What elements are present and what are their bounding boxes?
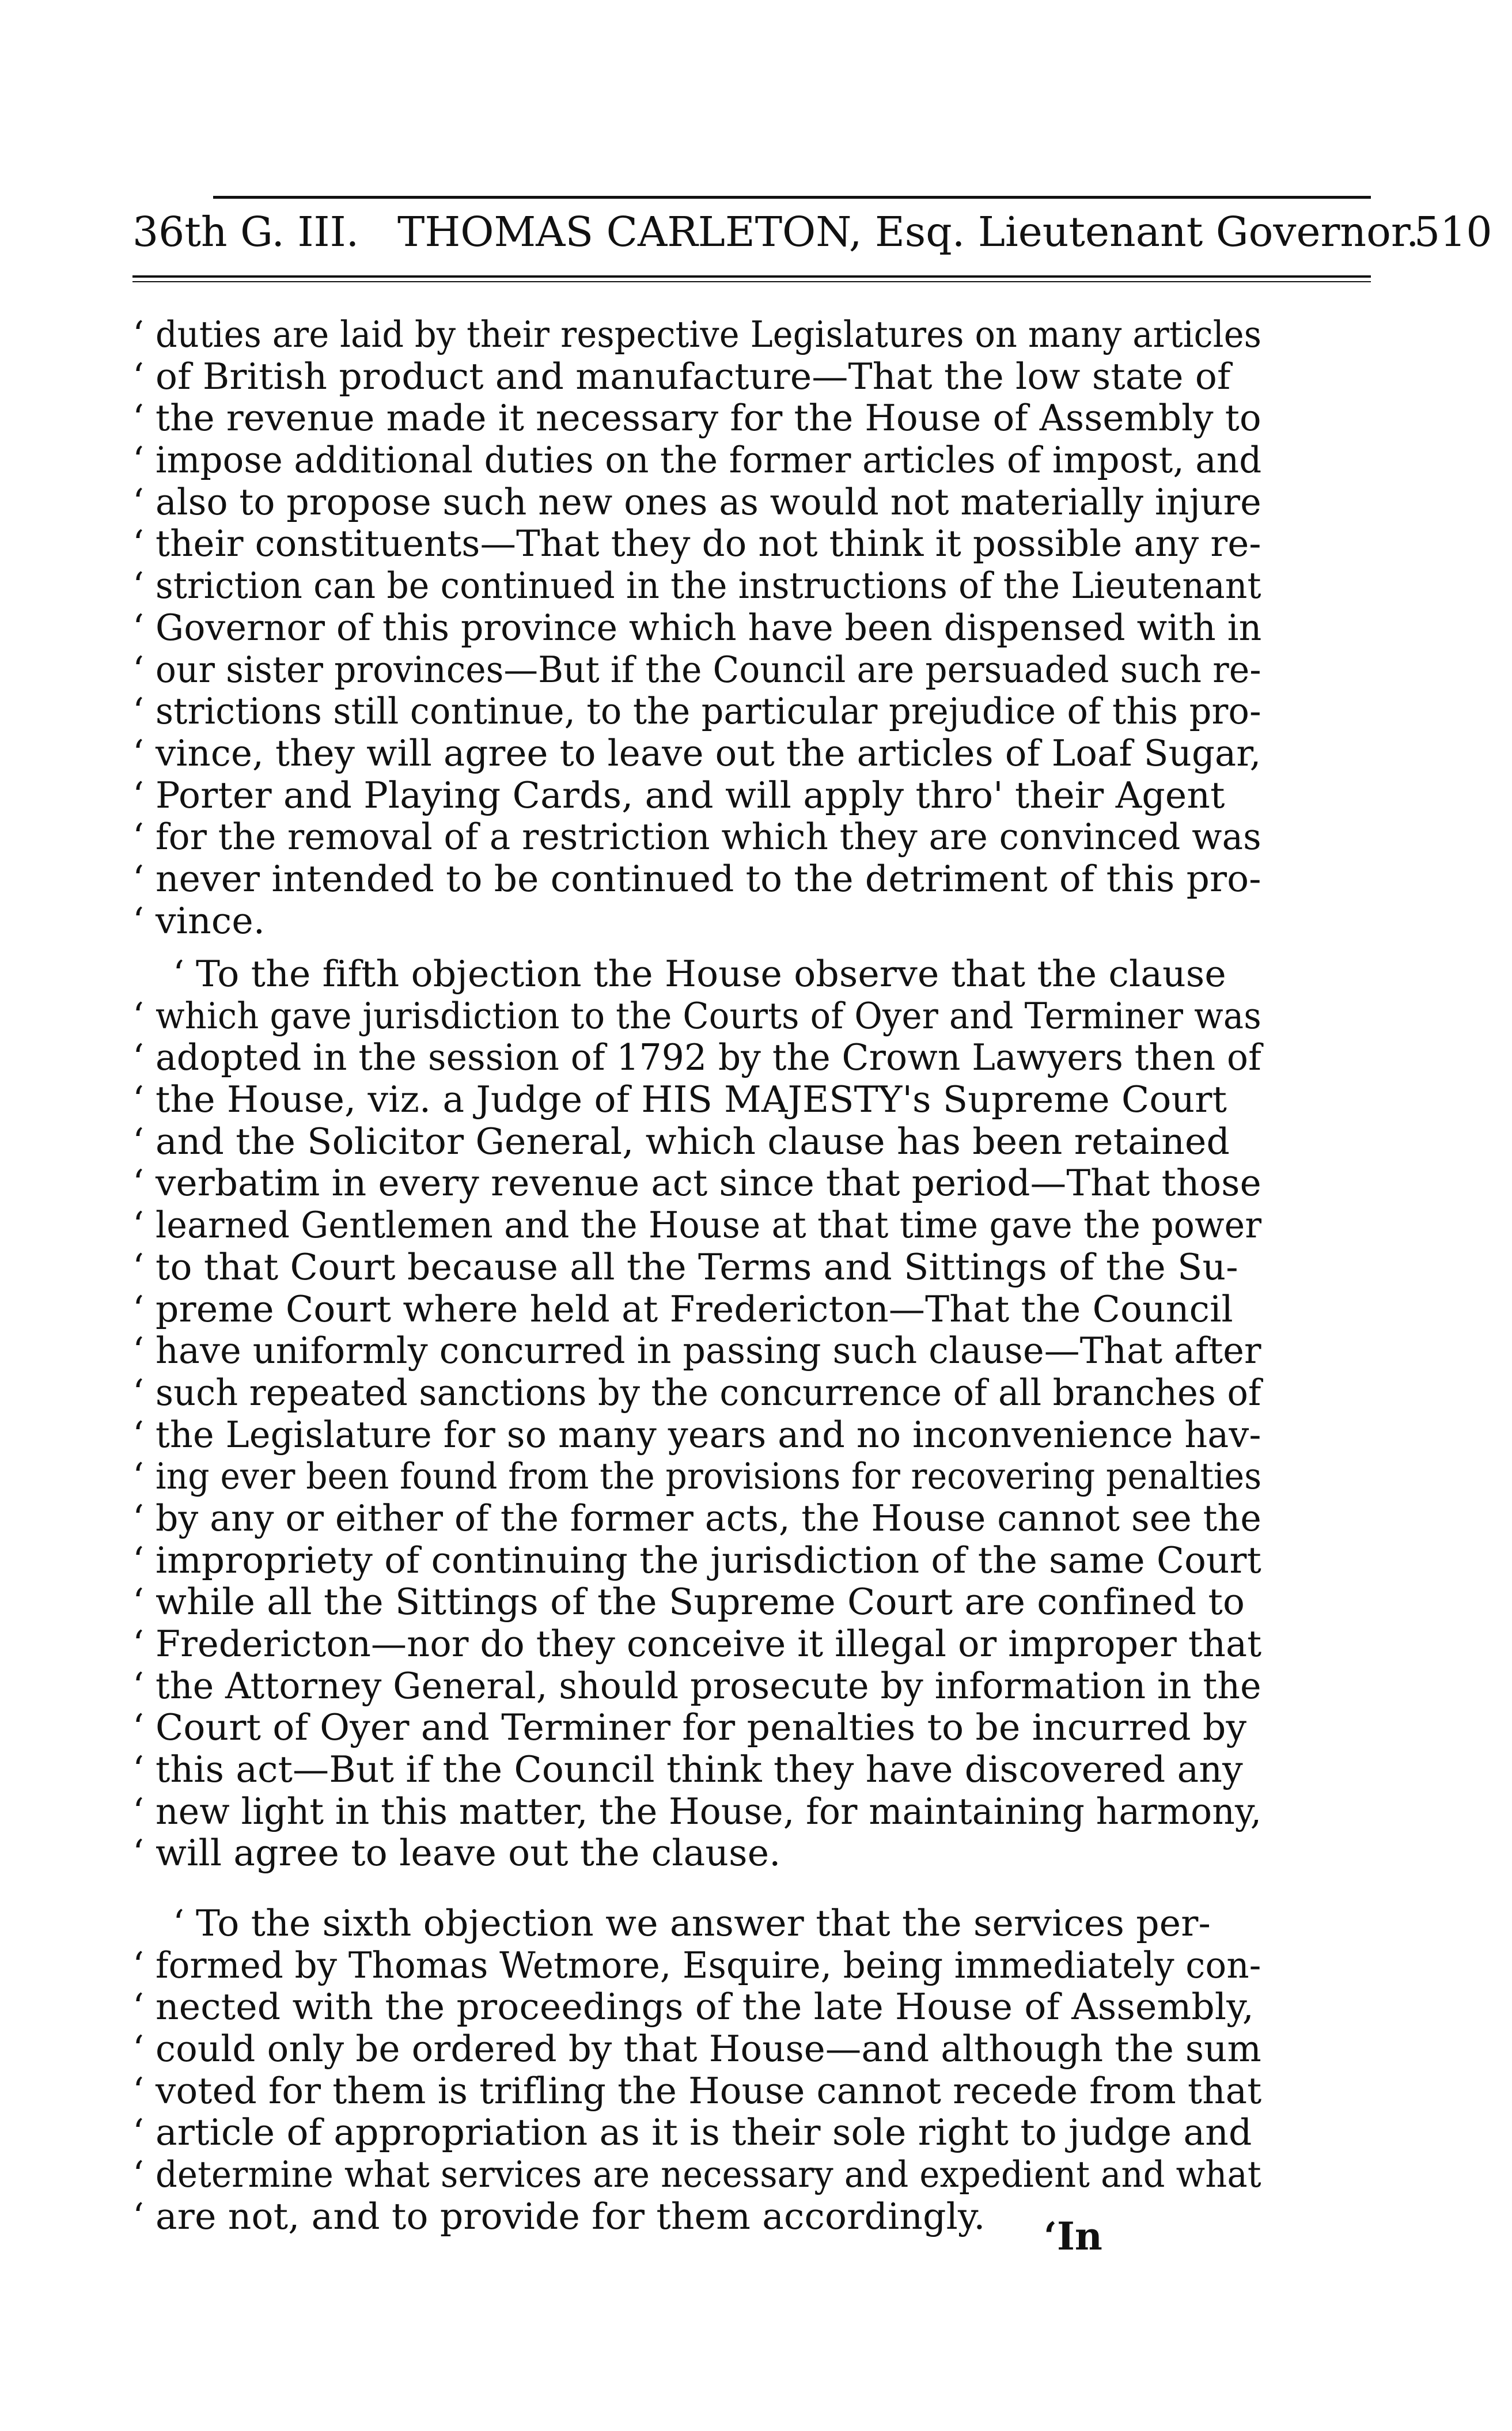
text-line: ‘ Porter and Playing Cards, and will apply thro' their Agent xyxy=(132,774,1225,816)
header-title: THOMAS CARLETON, Esq. Lieutenant Governor. xyxy=(397,208,1419,256)
text-line: ‘ impose additional duties on the former articles of impost, and xyxy=(132,439,1262,482)
text-line: ‘ verbatim in every revenue act since that period—That those xyxy=(132,1162,1261,1205)
text-line: ‘ the Attorney General, should prosecute by information in the xyxy=(132,1664,1261,1707)
quote-mark: ‘ xyxy=(132,857,145,900)
text-line: ‘ vince, they will agree to leave out the articles of Loaf Sugar, xyxy=(132,732,1261,774)
text-line: ‘ the revenue made it necessary for the House of Assembly to xyxy=(132,397,1261,440)
text-line: ‘ ing ever been found from the provisions for recovering penalties xyxy=(132,1455,1262,1498)
quote-mark: ‘ xyxy=(132,1036,145,1079)
quote-mark: ‘ xyxy=(132,994,145,1037)
text-line: ‘ striction can be continued in the instructions of the Lieutenant xyxy=(132,565,1261,607)
quote-mark: ‘ xyxy=(132,1455,145,1498)
quote-mark: ‘ xyxy=(132,899,145,942)
quote-mark: ‘ xyxy=(132,1832,145,1875)
quote-mark: ‘ xyxy=(132,1664,145,1707)
text-line: ‘ preme Court where held at Fredericton—That the Council xyxy=(132,1288,1233,1330)
text-line: ‘ which gave jurisdiction to the Courts of Oyer and Terminer was xyxy=(132,994,1261,1037)
text-line: ‘ could only be ordered by that House—and although the sum xyxy=(132,2028,1261,2070)
quote-mark: ‘ xyxy=(132,1204,145,1247)
quote-mark: ‘ xyxy=(132,1623,145,1665)
quote-mark: ‘ xyxy=(132,690,145,733)
quote-mark: ‘ xyxy=(132,397,145,440)
header-bottom-rule-thin xyxy=(132,281,1371,282)
text-line: ‘ their constituents—That they do not think it possible any re- xyxy=(132,522,1261,565)
quote-mark: ‘ xyxy=(132,648,145,691)
text-line: ‘ nected with the proceedings of the late House of Assembly, xyxy=(132,1986,1254,2028)
text-line: ‘ to that Court because all the Terms and Sittings of the Su- xyxy=(132,1245,1238,1288)
quote-mark: ‘ xyxy=(132,522,145,565)
text-line: ‘ also to propose such new ones as would not materially injure xyxy=(132,480,1261,523)
quote-mark: ‘ xyxy=(132,1497,145,1539)
paragraph-1 xyxy=(132,314,1261,942)
quote-mark: ‘ xyxy=(173,953,185,995)
quote-mark: ‘ xyxy=(132,2195,145,2237)
quote-mark: ‘ xyxy=(132,1288,145,1330)
header-regnal-year: 36th G. III. xyxy=(132,208,359,256)
page-number: 510 xyxy=(1414,208,1492,256)
text-line: ‘ To the fifth objection the House observe that the clause xyxy=(173,953,1226,995)
text-line: ‘ impropriety of continuing the jurisdiction of the same Court xyxy=(132,1539,1262,1581)
quote-mark: ‘ xyxy=(132,2111,145,2154)
paragraph-3 xyxy=(132,1903,1261,2238)
text-line: ‘ the Legislature for so many years and no inconvenience hav- xyxy=(132,1413,1261,1456)
quote-mark: ‘ xyxy=(132,732,145,774)
text-line: ‘ Governor of this province which have been dispensed with in xyxy=(132,606,1262,649)
quote-mark: ‘ xyxy=(132,565,145,607)
text-line: ‘ the House, viz. a Judge of HIS MAJESTY's Supreme Court xyxy=(132,1078,1227,1121)
text-line: ‘ such repeated sanctions by the concurrence of all branches of xyxy=(132,1371,1261,1414)
quote-mark: ‘ xyxy=(132,1162,145,1205)
quote-mark: ‘ xyxy=(1044,2214,1057,2259)
quote-mark: ‘ xyxy=(132,1748,145,1791)
quote-mark: ‘ xyxy=(132,480,145,523)
quote-mark: ‘ xyxy=(132,355,145,397)
text-line: ‘ strictions still continue, to the particular prejudice of this pro- xyxy=(132,690,1261,733)
text-line: ‘ vince. xyxy=(132,899,266,942)
quote-mark: ‘ xyxy=(132,313,145,355)
quote-mark: ‘ xyxy=(132,2153,145,2196)
text-line: ‘ and the Solicitor General, which clause has been retained xyxy=(132,1120,1230,1163)
quote-mark: ‘ xyxy=(132,1986,145,2028)
text-line: ‘ our sister provinces—But if the Council are persuaded such re- xyxy=(132,648,1261,691)
quote-mark: ‘ xyxy=(173,1902,185,1944)
text-line: ‘ Fredericton—nor do they conceive it illegal or improper that xyxy=(132,1623,1262,1665)
text-line: ‘ have uniformly concurred in passing such clause—That after xyxy=(132,1330,1261,1372)
quote-mark: ‘ xyxy=(132,1790,145,1832)
header-top-rule xyxy=(213,196,1371,199)
text-line: ‘ will agree to leave out the clause. xyxy=(132,1832,781,1875)
quote-mark: ‘ xyxy=(132,1706,145,1749)
catchword xyxy=(1044,2213,1102,2259)
quote-mark: ‘ xyxy=(132,1371,145,1414)
quote-mark: ‘ xyxy=(132,1413,145,1456)
text-line: ‘ formed by Thomas Wetmore, Esquire, being immediately con- xyxy=(132,1944,1261,1986)
quote-mark: ‘ xyxy=(132,1581,145,1623)
running-header xyxy=(132,200,1498,264)
text-line: ‘ determine what services are necessary and expedient and what xyxy=(132,2153,1261,2196)
text-line: ‘ adopted in the session of 1792 by the Crown Lawyers then of xyxy=(132,1036,1262,1079)
text-line: ‘ for the removal of a restriction which they are convinced was xyxy=(132,816,1261,858)
quote-mark: ‘ xyxy=(132,1078,145,1121)
header-bottom-rule xyxy=(132,275,1371,278)
quote-mark: ‘ xyxy=(132,2069,145,2112)
text-line: ‘ learned Gentlemen and the House at that time gave the power xyxy=(132,1204,1262,1247)
text-line: ‘ duties are laid by their respective Legislatures on many articles xyxy=(132,313,1262,355)
text-line: ‘ of British product and manufacture—That the low state of xyxy=(132,355,1231,397)
quote-mark: ‘ xyxy=(132,1944,145,1986)
text-line: ‘ To the sixth objection we answer that the services per- xyxy=(173,1902,1211,1944)
quote-mark: ‘ xyxy=(132,1120,145,1163)
quote-mark: ‘ xyxy=(132,816,145,858)
catchword-text: In xyxy=(1056,2214,1102,2259)
quote-mark: ‘ xyxy=(132,1330,145,1372)
text-line: ‘ article of appropriation as it is their sole right to judge and xyxy=(132,2111,1252,2154)
text-line: ‘ never intended to be continued to the detriment of this pro- xyxy=(132,857,1261,900)
text-line: ‘ by any or either of the former acts, the House cannot see the xyxy=(132,1497,1261,1539)
quote-mark: ‘ xyxy=(132,774,145,816)
text-line: ‘ Court of Oyer and Terminer for penalties to be incurred by xyxy=(132,1706,1247,1749)
text-line: ‘ new light in this matter, the House, for maintaining harmony, xyxy=(132,1790,1262,1832)
text-line: ‘ while all the Sittings of the Supreme Court are confined to xyxy=(132,1581,1245,1623)
quote-mark: ‘ xyxy=(132,1539,145,1581)
quote-mark: ‘ xyxy=(132,606,145,649)
text-line: ‘ are not, and to provide for them accordingly. xyxy=(132,2195,986,2237)
quote-mark: ‘ xyxy=(132,1245,145,1288)
quote-mark: ‘ xyxy=(132,439,145,482)
paragraph-2 xyxy=(132,953,1261,1875)
text-line: ‘ this act—But if the Council think they have discovered any xyxy=(132,1748,1243,1791)
text-line: ‘ voted for them is trifling the House cannot recede from that xyxy=(132,2069,1262,2112)
quote-mark: ‘ xyxy=(132,2028,145,2070)
